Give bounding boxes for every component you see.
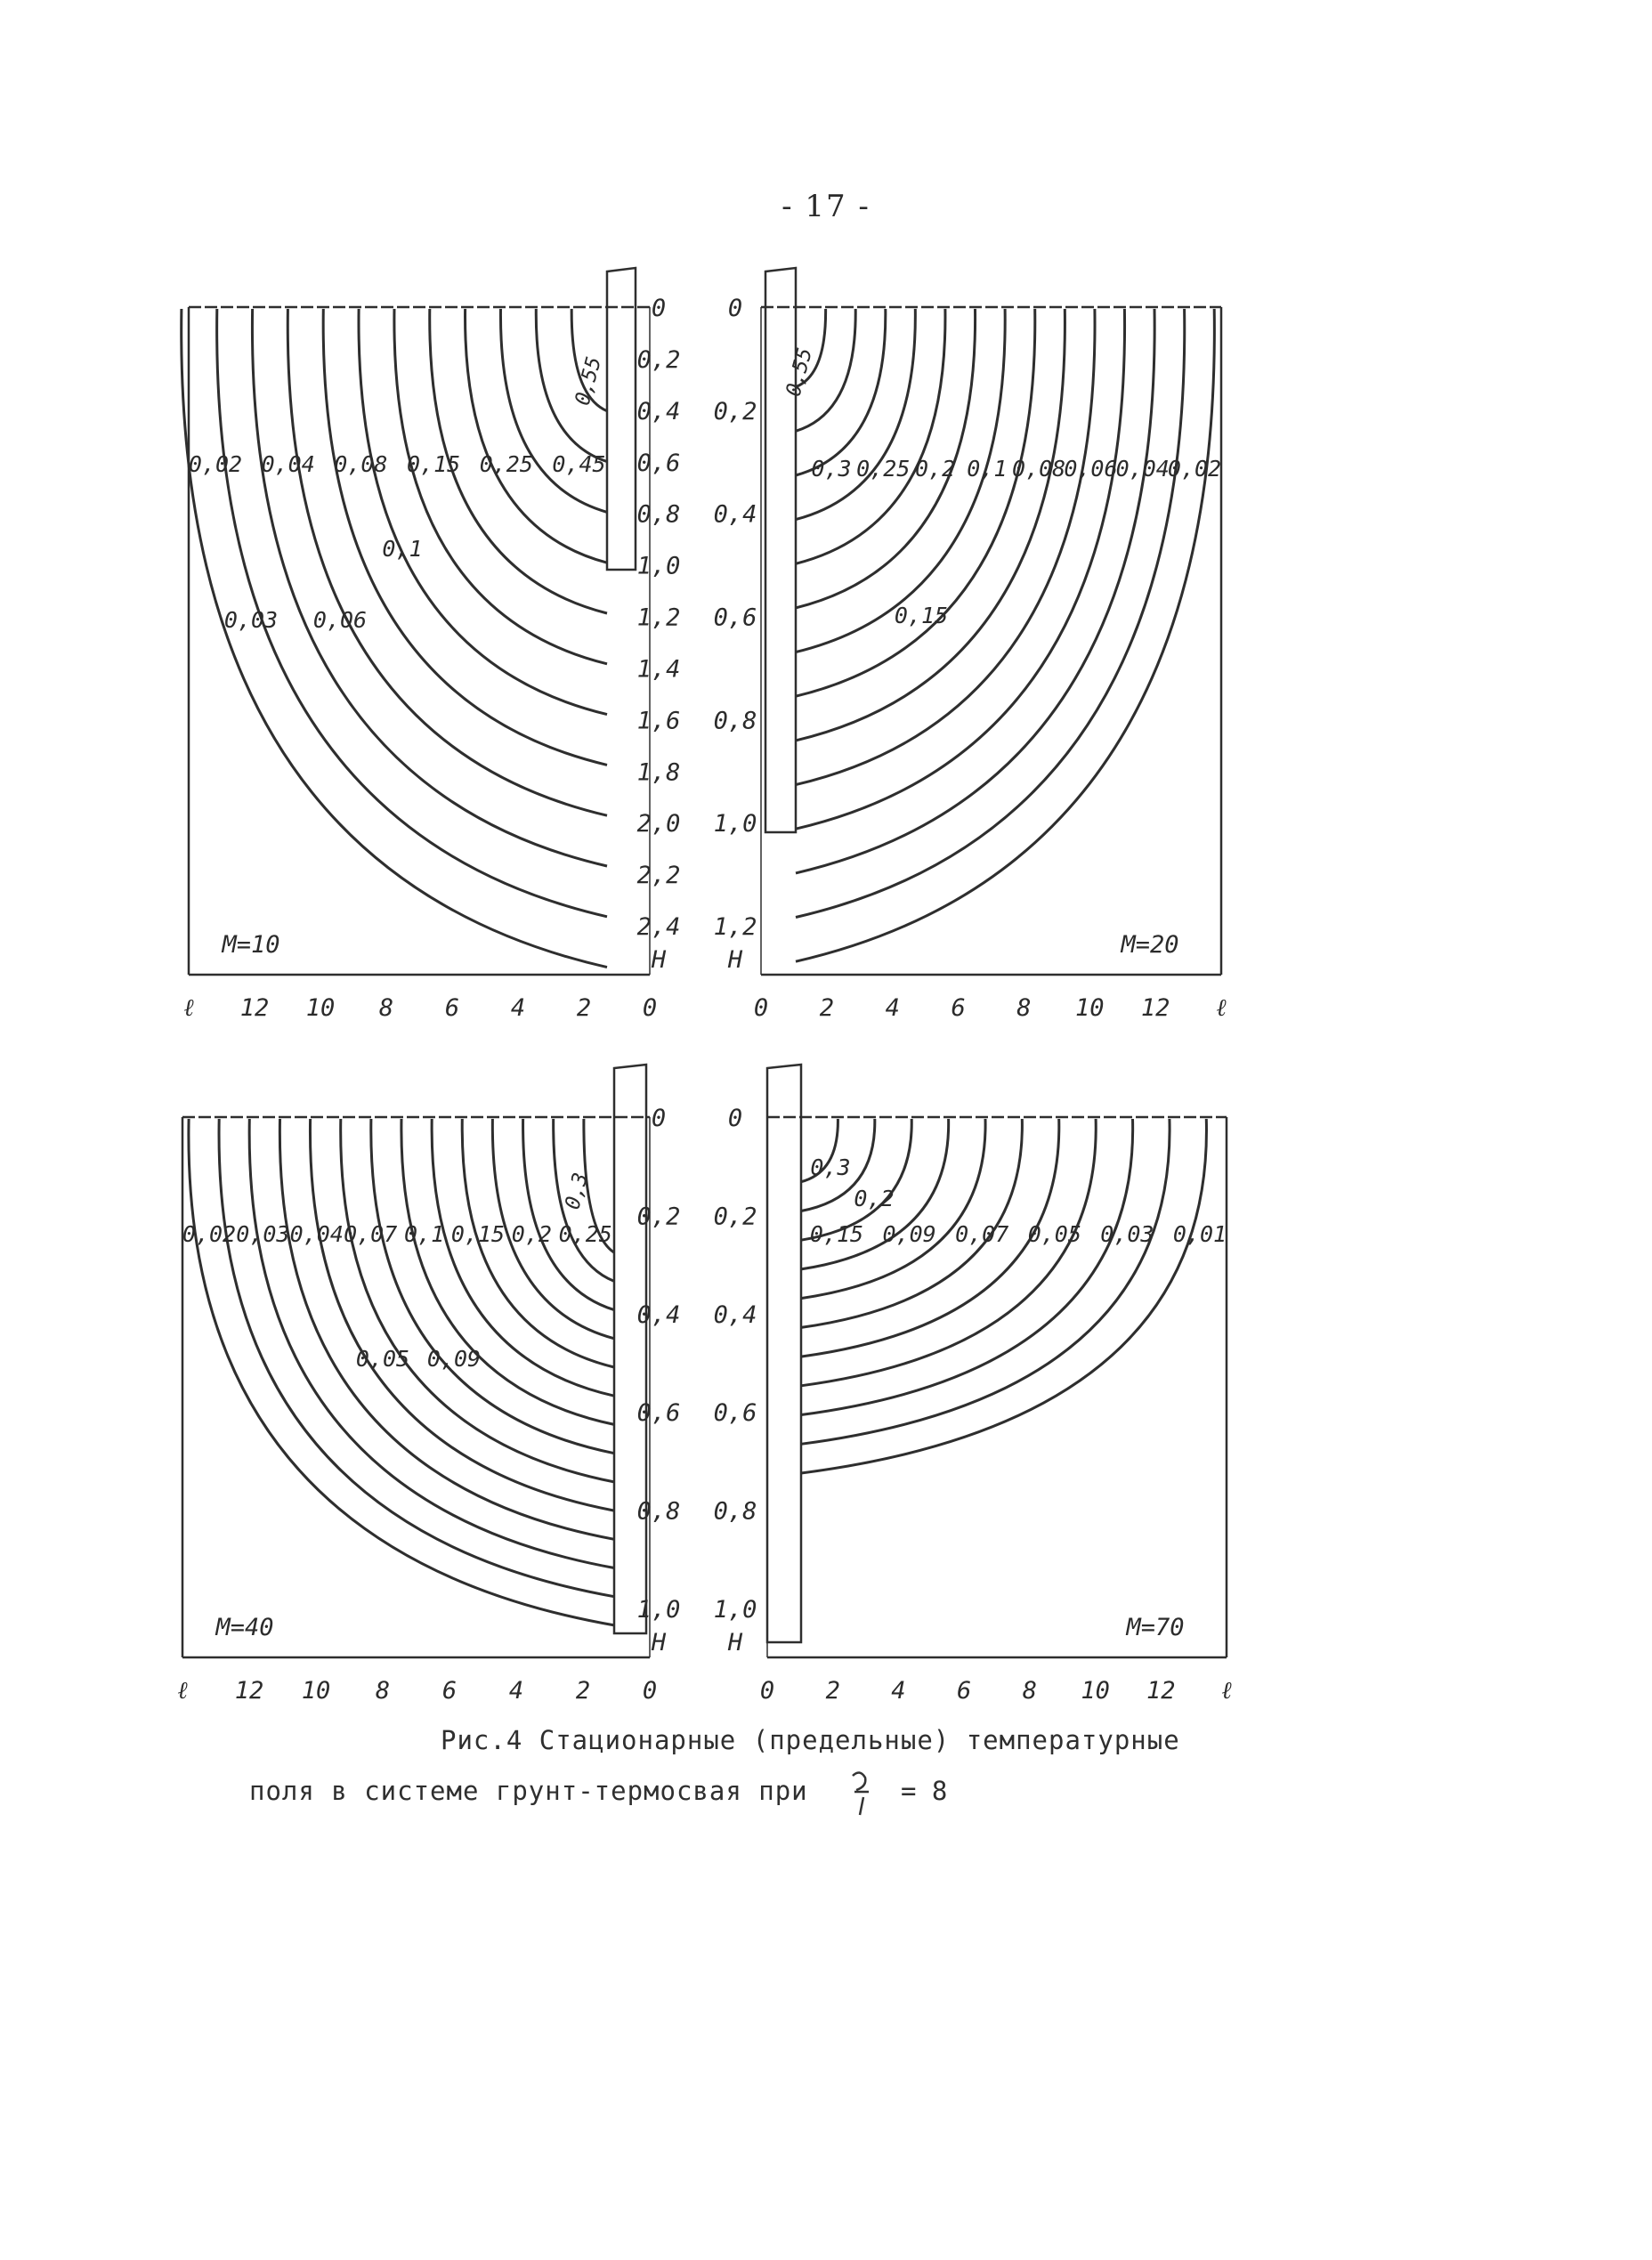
isotherm-label: 0,05 [355, 1346, 410, 1372]
figure-caption-line-2: поля в системе грунт-термосвая при [249, 1776, 808, 1806]
isotherm-curve [371, 1119, 614, 1454]
y-tick-label: 0,8 [636, 500, 681, 529]
panel-top-left [182, 268, 681, 1022]
isotherm-label: 0,06 [312, 607, 368, 633]
isotherm-label: 0,08 [1012, 456, 1066, 482]
x-tick-label: 2 [575, 1677, 591, 1705]
isotherm-label: 0,02 [188, 451, 243, 477]
isotherm-label: 0,03 [223, 607, 279, 633]
isotherm-label: 0,05 [1027, 1221, 1081, 1247]
x-tick-label: 10 [301, 1677, 331, 1705]
y-tick-label: 1,0 [713, 810, 757, 838]
isotherm-label: 0,01 [1172, 1221, 1227, 1247]
isotherm-curve [801, 1119, 1170, 1444]
x-tick-label: ℓ [1221, 1677, 1232, 1705]
x-tick-label: 12 [239, 994, 270, 1022]
y-tick-label: 0,6 [713, 1399, 757, 1428]
y-tick-label: H [727, 1629, 743, 1657]
y-tick-label: 2,0 [636, 810, 681, 838]
y-tick-label: 0,8 [636, 1497, 681, 1526]
y-tick-label: 0,8 [713, 707, 757, 735]
isotherm-label: 0,25 [856, 456, 911, 482]
isotherm-curve [801, 1119, 1133, 1415]
x-tick-label: 0 [753, 994, 769, 1022]
x-tick-label: 6 [957, 1677, 972, 1705]
y-tick-label: 1,2 [636, 603, 681, 632]
isotherm-curve [523, 1119, 614, 1310]
isotherm-curve [182, 309, 607, 968]
x-tick-label: 10 [1075, 994, 1105, 1022]
x-tick-label: 4 [510, 994, 526, 1022]
thermopile [765, 268, 796, 832]
isotherm-label: 0,07 [344, 1221, 398, 1247]
mu-parameter-label: M=40 [215, 1614, 274, 1641]
isotherm-label: 0,25 [558, 1221, 612, 1247]
x-tick-label: 0 [759, 1677, 775, 1705]
x-tick-label: 6 [444, 994, 460, 1022]
isotherm-label: 0,15 [894, 603, 949, 628]
y-tick-label: 1,0 [636, 552, 681, 580]
x-tick-label: 8 [375, 1677, 391, 1705]
x-tick-label: ℓ [177, 1677, 188, 1705]
y-tick-label: H [651, 946, 667, 974]
y-tick-label: 0,2 [713, 1203, 757, 1231]
x-tick-label: 2 [825, 1677, 840, 1705]
isotherm-label: 0,08 [334, 451, 388, 477]
page-number: - 17 - [781, 189, 871, 224]
isotherm-label: 0,2 [914, 456, 956, 482]
x-tick-label: 4 [508, 1677, 524, 1705]
y-tick-label: 0 [727, 1105, 743, 1132]
isotherm-label: 0,15 [406, 451, 461, 477]
y-tick-label: 0,6 [713, 603, 757, 632]
pile-isotherm-label: 0,55 [781, 345, 817, 400]
isotherm-label: 0,09 [882, 1221, 936, 1247]
mu-parameter-label: M=70 [1126, 1614, 1185, 1641]
isotherm-label: 0,1 [967, 456, 1008, 482]
isotherm-label: 0,3 [811, 456, 852, 482]
x-tick-label: 8 [1022, 1677, 1037, 1705]
x-tick-label: 10 [1081, 1677, 1110, 1705]
isotherm-label: 0,03 [1100, 1221, 1154, 1247]
isotherm-label: 0,02 [182, 1221, 237, 1247]
x-tick-label: 2 [576, 994, 592, 1022]
isotherm-curve [287, 309, 607, 815]
isotherm-label: 0,09 [426, 1346, 482, 1372]
y-tick-label: 1,8 [636, 758, 681, 787]
y-tick-label: 0,4 [636, 397, 681, 425]
panel-top-right [714, 268, 1227, 1022]
thermopile [767, 1065, 801, 1642]
isotherm-label: 0,1 [382, 536, 423, 562]
y-tick-label: 0,2 [636, 1203, 681, 1231]
figure-caption-line-1: Рис.4 Стационарные (предельные) температурные [441, 1725, 1180, 1755]
panel-bottom-right [714, 1065, 1233, 1705]
isotherm-label: 0,03 [236, 1221, 290, 1247]
isotherm-curve [796, 309, 1125, 829]
y-tick-label: 1,0 [713, 1596, 757, 1624]
y-tick-label: 0,2 [636, 345, 681, 374]
isotherm-curve [249, 1119, 614, 1568]
isotherm-curve [279, 1119, 614, 1539]
y-tick-label: 2,4 [636, 913, 681, 941]
isotherm-label: 0,45 [552, 451, 606, 477]
pile-isotherm-label: 0,55 [571, 354, 606, 409]
y-tick-label: 1,4 [636, 655, 681, 684]
isotherm-label: 0,25 [479, 451, 533, 477]
y-tick-label: 0 [727, 295, 743, 322]
x-tick-label: 6 [951, 994, 966, 1022]
x-tick-label: 4 [891, 1677, 906, 1705]
y-tick-label: 0,8 [713, 1497, 757, 1526]
isotherm-label: 0,15 [809, 1221, 864, 1247]
y-tick-label: 0 [651, 1105, 667, 1132]
x-tick-label: 6 [441, 1677, 458, 1705]
isotherm-label: 0,15 [450, 1221, 506, 1247]
x-tick-label: 10 [305, 994, 336, 1022]
panel-bottom-left [177, 1065, 680, 1705]
x-tick-label: 8 [378, 994, 394, 1022]
isotherm-label: 0,07 [955, 1221, 1009, 1247]
isotherm-label: 0,02 [1167, 456, 1222, 482]
x-tick-label: 12 [1146, 1677, 1176, 1705]
thermopile [607, 268, 636, 570]
isotherm-label: 0,1 [403, 1221, 445, 1247]
isotherm-label: 0,3 [810, 1154, 851, 1180]
isotherm-label: 0,2 [854, 1186, 895, 1211]
isotherm-curve [796, 309, 1035, 696]
mu-parameter-label: M=20 [1121, 931, 1179, 959]
y-tick-label: 0,4 [636, 1300, 681, 1329]
x-tick-label: 12 [1140, 994, 1170, 1022]
mu-parameter-label: M=10 [222, 931, 280, 959]
isotherm-label: 0,04 [1115, 456, 1170, 482]
y-tick-label: 0,4 [713, 1300, 757, 1329]
isotherm-label: 0,04 [261, 451, 315, 477]
isotherm-label: 0,2 [511, 1221, 552, 1247]
y-tick-label: 0,2 [713, 397, 757, 425]
isotherm-curve [796, 309, 1154, 873]
y-tick-label: 0,6 [636, 449, 681, 477]
y-tick-label: 1,0 [636, 1596, 681, 1624]
x-tick-label: 0 [642, 1677, 658, 1705]
y-tick-label: 1,6 [636, 707, 681, 735]
x-tick-label: 2 [819, 994, 834, 1022]
isotherm-curve [796, 309, 1065, 741]
x-tick-label: ℓ [1216, 994, 1227, 1022]
pile-isotherm-label: 0,3 [561, 1170, 594, 1212]
isotherm-curve [323, 309, 607, 765]
y-tick-label: 0,6 [636, 1399, 681, 1428]
y-tick-label: 0 [651, 295, 667, 322]
caption-equals-value: = 8 [901, 1776, 948, 1806]
y-tick-label: H [727, 946, 743, 974]
y-tick-label: 1,2 [713, 913, 757, 941]
y-tick-label: 2,2 [636, 862, 681, 890]
x-tick-label: 8 [1016, 994, 1032, 1022]
isotherm-label: 0,06 [1064, 456, 1118, 482]
rho-over-lambda-symbol [844, 1767, 879, 1820]
isotherm-curve [466, 309, 607, 563]
thermopile [614, 1065, 646, 1633]
isotherm-label: 0,04 [289, 1221, 344, 1247]
y-tick-label: 0,4 [713, 500, 757, 529]
x-tick-label: 12 [234, 1677, 264, 1705]
x-tick-label: 0 [642, 994, 658, 1022]
x-tick-label: 4 [885, 994, 900, 1022]
y-tick-label: H [651, 1629, 667, 1657]
x-tick-label: ℓ [183, 994, 194, 1022]
